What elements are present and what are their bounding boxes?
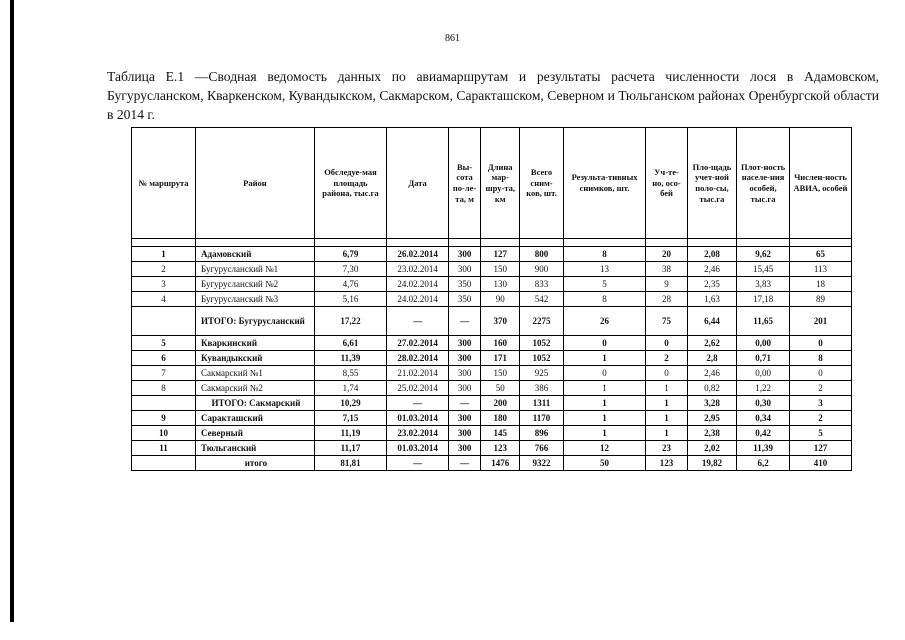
cell-aerial-count: 65 xyxy=(789,247,851,262)
cell-strip-area: 1,63 xyxy=(687,292,737,307)
cell-strip-area: 3,28 xyxy=(687,396,737,411)
cell-total-images: 9322 xyxy=(520,456,563,471)
cell-route-length: 200 xyxy=(481,396,520,411)
cell-population-density: 0,34 xyxy=(737,411,790,426)
table-row xyxy=(132,292,852,307)
cell-aerial-count: 0 xyxy=(789,336,851,351)
cell-route-number: 7 xyxy=(132,366,196,381)
header-strip-area: Пло-щадь учет-ной поло-сы, тыс.га xyxy=(687,128,737,239)
cell-district: Кваркинский xyxy=(196,336,315,351)
cell-flight-height: 300 xyxy=(449,336,481,351)
cell-counted-animals: 0 xyxy=(646,336,687,351)
cell-date: — xyxy=(387,456,449,471)
cell-counted-animals: 1 xyxy=(646,411,687,426)
header-population-density: Плот-ность населе-ния особей, тыс.га xyxy=(737,128,790,239)
cell-route-length: 150 xyxy=(481,262,520,277)
cell-population-density: 0,71 xyxy=(737,351,790,366)
cell-strip-area: 2,8 xyxy=(687,351,737,366)
cell-productive-images: 8 xyxy=(563,292,646,307)
cell-counted-animals: 20 xyxy=(646,247,687,262)
cell-total-images: 766 xyxy=(520,441,563,456)
table-caption: Таблица Е.1 —Сводная ведомость данных по авиамаршрутам и результаты расчета численности лося в Адамовском, Бугурусланском, Кваркенском, Кувандыкском, Сакмарском, Саракташском, Северном и Тюльганском районах Оренбургской области в 2014 г. xyxy=(107,69,879,122)
cell-flight-height: 350 xyxy=(449,277,481,292)
cell-date: 01.03.2014 xyxy=(387,411,449,426)
cell-aerial-count: 8 xyxy=(789,351,851,366)
cell-district: Сакмарский №2 xyxy=(196,381,315,396)
header-productive-images: Результа-тивных снимков, шт. xyxy=(563,128,646,239)
cell-flight-height: 300 xyxy=(449,441,481,456)
cell-date: 25.02.2014 xyxy=(387,381,449,396)
cell-date: — xyxy=(387,307,449,336)
cell-population-density: 11,39 xyxy=(737,441,790,456)
cell-total-images: 1052 xyxy=(520,336,563,351)
cell-route-length: 130 xyxy=(481,277,520,292)
table-row xyxy=(132,351,852,366)
cell-aerial-count: 410 xyxy=(789,456,851,471)
header-surveyed-area: Обследуе-мая площадь района, тыс.га xyxy=(314,128,386,239)
table-row xyxy=(132,411,852,426)
cell-surveyed-area: 4,76 xyxy=(314,277,386,292)
cell-total-images: 2275 xyxy=(520,307,563,336)
cell-total-images: 925 xyxy=(520,366,563,381)
cell-surveyed-area: 1,74 xyxy=(314,381,386,396)
cell-route-number xyxy=(132,456,196,471)
cell-route-length: 171 xyxy=(481,351,520,366)
cell-district: Кувандыкский xyxy=(196,351,315,366)
cell-productive-images: 1 xyxy=(563,426,646,441)
cell-date: 26.02.2014 xyxy=(387,247,449,262)
cell-counted-animals: 9 xyxy=(646,277,687,292)
header-route-number: № маршрута xyxy=(132,128,196,239)
cell-flight-height: — xyxy=(449,456,481,471)
cell-strip-area: 2,08 xyxy=(687,247,737,262)
table-row xyxy=(132,426,852,441)
cell-strip-area: 2,02 xyxy=(687,441,737,456)
cell-route-number xyxy=(132,307,196,336)
cell-aerial-count: 127 xyxy=(789,441,851,456)
table-subtotal-row xyxy=(132,396,852,411)
cell-surveyed-area: 11,19 xyxy=(314,426,386,441)
cell-aerial-count: 2 xyxy=(789,381,851,396)
cell-route-number: 3 xyxy=(132,277,196,292)
cell-flight-height: 300 xyxy=(449,366,481,381)
cell-counted-animals: 1 xyxy=(646,426,687,441)
cell-route-number: 9 xyxy=(132,411,196,426)
cell-counted-animals: 2 xyxy=(646,351,687,366)
cell-date: 28.02.2014 xyxy=(387,351,449,366)
cell-total-images: 1170 xyxy=(520,411,563,426)
cell-date: 27.02.2014 xyxy=(387,336,449,351)
cell-district: ИТОГО: Сакмарский xyxy=(196,396,315,411)
cell-district: Саракташский xyxy=(196,411,315,426)
cell-flight-height: 350 xyxy=(449,292,481,307)
header-route-length: Длина мар-шру-та, км xyxy=(481,128,520,239)
cell-population-density: 17,18 xyxy=(737,292,790,307)
header-district: Район xyxy=(196,128,315,239)
cell-population-density: 15,45 xyxy=(737,262,790,277)
cell-date: 24.02.2014 xyxy=(387,277,449,292)
cell-productive-images: 50 xyxy=(563,456,646,471)
table-row xyxy=(132,277,852,292)
cell-surveyed-area: 10,29 xyxy=(314,396,386,411)
cell-counted-animals: 0 xyxy=(646,366,687,381)
cell-strip-area: 2,38 xyxy=(687,426,737,441)
cell-total-images: 900 xyxy=(520,262,563,277)
cell-counted-animals: 38 xyxy=(646,262,687,277)
page-binding-line xyxy=(10,0,14,622)
cell-strip-area: 2,95 xyxy=(687,411,737,426)
cell-population-density: 11,65 xyxy=(737,307,790,336)
cell-flight-height: 300 xyxy=(449,381,481,396)
cell-surveyed-area: 11,17 xyxy=(314,441,386,456)
cell-district: Адамовский xyxy=(196,247,315,262)
cell-route-number: 11 xyxy=(132,441,196,456)
header-counted-animals: Уч-те-но, осо-бей xyxy=(646,128,687,239)
cell-population-density: 3,83 xyxy=(737,277,790,292)
header-flight-height: Вы-сота по-ле-та, м xyxy=(449,128,481,239)
cell-strip-area: 19,82 xyxy=(687,456,737,471)
cell-flight-height: 300 xyxy=(449,426,481,441)
cell-productive-images: 5 xyxy=(563,277,646,292)
cell-surveyed-area: 7,30 xyxy=(314,262,386,277)
cell-aerial-count: 18 xyxy=(789,277,851,292)
cell-surveyed-area: 17,22 xyxy=(314,307,386,336)
cell-date: 23.02.2014 xyxy=(387,426,449,441)
cell-strip-area: 2,46 xyxy=(687,262,737,277)
cell-district: итого xyxy=(196,456,315,471)
cell-strip-area: 0,82 xyxy=(687,381,737,396)
cell-productive-images: 8 xyxy=(563,247,646,262)
cell-productive-images: 1 xyxy=(563,381,646,396)
header-aerial-count: Числен-ность АВИА, особей xyxy=(789,128,851,239)
cell-population-density: 6,2 xyxy=(737,456,790,471)
cell-aerial-count: 89 xyxy=(789,292,851,307)
cell-route-number: 5 xyxy=(132,336,196,351)
cell-strip-area: 6,44 xyxy=(687,307,737,336)
cell-aerial-count: 201 xyxy=(789,307,851,336)
table-body xyxy=(132,239,852,471)
cell-strip-area: 2,35 xyxy=(687,277,737,292)
table-header-row xyxy=(132,128,852,239)
cell-surveyed-area: 6,79 xyxy=(314,247,386,262)
summary-table xyxy=(131,127,852,471)
cell-productive-images: 1 xyxy=(563,351,646,366)
cell-route-length: 1476 xyxy=(481,456,520,471)
cell-flight-height: — xyxy=(449,307,481,336)
cell-date: 21.02.2014 xyxy=(387,366,449,381)
cell-counted-animals: 1 xyxy=(646,396,687,411)
table-row xyxy=(132,381,852,396)
cell-counted-animals: 75 xyxy=(646,307,687,336)
cell-counted-animals: 1 xyxy=(646,381,687,396)
cell-population-density: 9,62 xyxy=(737,247,790,262)
cell-date: 23.02.2014 xyxy=(387,262,449,277)
cell-flight-height: 300 xyxy=(449,247,481,262)
cell-flight-height: — xyxy=(449,396,481,411)
cell-route-length: 370 xyxy=(481,307,520,336)
cell-route-number: 10 xyxy=(132,426,196,441)
cell-total-images: 833 xyxy=(520,277,563,292)
cell-date: 01.03.2014 xyxy=(387,441,449,456)
cell-aerial-count: 5 xyxy=(789,426,851,441)
cell-route-length: 150 xyxy=(481,366,520,381)
cell-surveyed-area: 8,55 xyxy=(314,366,386,381)
page-number: 861 xyxy=(445,33,460,44)
cell-date: 24.02.2014 xyxy=(387,292,449,307)
cell-productive-images: 0 xyxy=(563,336,646,351)
table-total-row xyxy=(132,456,852,471)
cell-surveyed-area: 6,61 xyxy=(314,336,386,351)
cell-route-length: 127 xyxy=(481,247,520,262)
table-spacer-row xyxy=(132,239,852,247)
cell-population-density: 0,42 xyxy=(737,426,790,441)
cell-route-number: 1 xyxy=(132,247,196,262)
cell-total-images: 1311 xyxy=(520,396,563,411)
cell-route-length: 160 xyxy=(481,336,520,351)
cell-productive-images: 12 xyxy=(563,441,646,456)
cell-route-number: 2 xyxy=(132,262,196,277)
table-row xyxy=(132,262,852,277)
cell-productive-images: 13 xyxy=(563,262,646,277)
cell-district: Бугурусланский №1 xyxy=(196,262,315,277)
cell-total-images: 386 xyxy=(520,381,563,396)
cell-aerial-count: 3 xyxy=(789,396,851,411)
cell-surveyed-area: 81,81 xyxy=(314,456,386,471)
table-row xyxy=(132,441,852,456)
cell-surveyed-area: 7,15 xyxy=(314,411,386,426)
cell-surveyed-area: 5,16 xyxy=(314,292,386,307)
table-subtotal-row xyxy=(132,307,852,336)
cell-productive-images: 1 xyxy=(563,396,646,411)
cell-route-length: 123 xyxy=(481,441,520,456)
cell-route-number xyxy=(132,396,196,411)
cell-route-number: 4 xyxy=(132,292,196,307)
cell-district: Тюльганский xyxy=(196,441,315,456)
cell-aerial-count: 2 xyxy=(789,411,851,426)
header-total-images: Всего сним-ков, шт. xyxy=(520,128,563,239)
cell-total-images: 542 xyxy=(520,292,563,307)
cell-date: — xyxy=(387,396,449,411)
cell-flight-height: 300 xyxy=(449,262,481,277)
cell-route-length: 145 xyxy=(481,426,520,441)
table-row xyxy=(132,336,852,351)
cell-district: Сакмарский №1 xyxy=(196,366,315,381)
cell-aerial-count: 113 xyxy=(789,262,851,277)
cell-flight-height: 300 xyxy=(449,411,481,426)
cell-counted-animals: 23 xyxy=(646,441,687,456)
cell-route-number: 6 xyxy=(132,351,196,366)
table-row xyxy=(132,366,852,381)
cell-district: Бугурусланский №2 xyxy=(196,277,315,292)
cell-aerial-count: 0 xyxy=(789,366,851,381)
cell-total-images: 896 xyxy=(520,426,563,441)
cell-population-density: 1,22 xyxy=(737,381,790,396)
cell-counted-animals: 28 xyxy=(646,292,687,307)
cell-flight-height: 300 xyxy=(449,351,481,366)
cell-strip-area: 2,46 xyxy=(687,366,737,381)
cell-population-density: 0,30 xyxy=(737,396,790,411)
cell-productive-images: 1 xyxy=(563,411,646,426)
cell-route-length: 180 xyxy=(481,411,520,426)
cell-route-length: 50 xyxy=(481,381,520,396)
cell-total-images: 800 xyxy=(520,247,563,262)
cell-productive-images: 0 xyxy=(563,366,646,381)
cell-district: Северный xyxy=(196,426,315,441)
cell-district: ИТОГО: Бугурусланский xyxy=(196,307,315,336)
cell-productive-images: 26 xyxy=(563,307,646,336)
cell-total-images: 1052 xyxy=(520,351,563,366)
cell-surveyed-area: 11,39 xyxy=(314,351,386,366)
cell-strip-area: 2,62 xyxy=(687,336,737,351)
cell-route-length: 90 xyxy=(481,292,520,307)
cell-route-number: 8 xyxy=(132,381,196,396)
cell-counted-animals: 123 xyxy=(646,456,687,471)
table-row xyxy=(132,247,852,262)
header-date: Дата xyxy=(387,128,449,239)
cell-population-density: 0,00 xyxy=(737,366,790,381)
cell-population-density: 0,00 xyxy=(737,336,790,351)
cell-district: Бугурусланский №3 xyxy=(196,292,315,307)
